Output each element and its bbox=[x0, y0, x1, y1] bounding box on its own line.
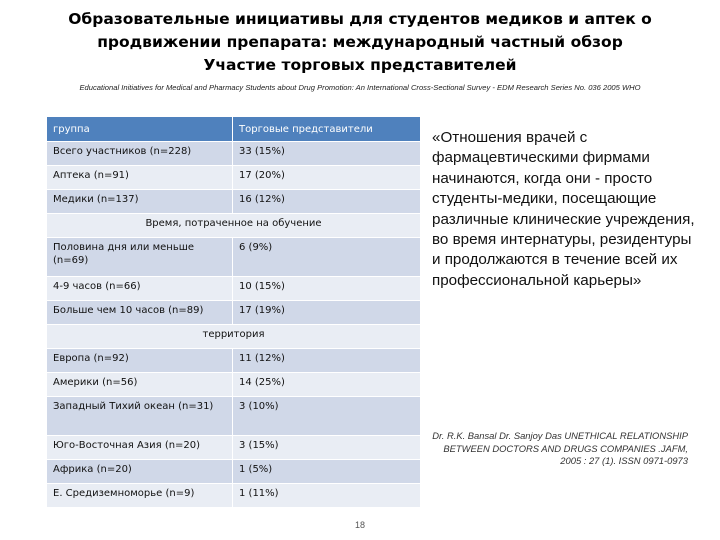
table-row bbox=[47, 349, 421, 373]
cell-value: 17 (20%) bbox=[233, 166, 421, 190]
section-label-territory: территория bbox=[47, 325, 421, 349]
table-row bbox=[47, 190, 421, 214]
cell-value: 10 (15%) bbox=[233, 277, 421, 301]
table-header-row bbox=[47, 117, 421, 142]
cell-value: 6 (9%) bbox=[233, 238, 421, 277]
cell-group: Европа (n=92) bbox=[47, 349, 233, 373]
cell-group: Е. Средиземноморье (n=9) bbox=[47, 484, 233, 508]
cell-group: Юго-Восточная Азия (n=20) bbox=[47, 436, 233, 460]
cell-value: 14 (25%) bbox=[233, 373, 421, 397]
table-row bbox=[47, 238, 421, 277]
cell-group: Африка (n=20) bbox=[47, 460, 233, 484]
table-row bbox=[47, 460, 421, 484]
section-row-time bbox=[47, 214, 421, 238]
page-number: 18 bbox=[354, 520, 365, 530]
cell-group: Больше чем 10 часов (n=89) bbox=[47, 301, 233, 325]
title-line-3: Участие торговых представителей bbox=[203, 56, 517, 74]
cell-group: Америки (n=56) bbox=[47, 373, 233, 397]
cell-group: Западный Тихий океан (n=31) bbox=[47, 397, 233, 436]
cell-value: 3 (10%) bbox=[233, 397, 421, 436]
cell-group: Аптека (n=91) bbox=[47, 166, 233, 190]
table-row bbox=[47, 301, 421, 325]
cell-group: Всего участников (n=228) bbox=[47, 142, 233, 166]
cell-value: 17 (19%) bbox=[233, 301, 421, 325]
page-title bbox=[20, 8, 700, 77]
citation: Dr. R.K. Bansal Dr. Sanjoy Das UNETHICAL RELATIONSHIP BETWEEN DOCTORS AND DRUGS COMPANIES .JAFM, 2005 : 27 (1). ISSN 0971-0973 bbox=[432, 430, 688, 466]
cell-value: 1 (5%) bbox=[233, 460, 421, 484]
source-note: Educational Initiatives for Medical and Pharmacy Students about Drug Promotion: An International Cross-Sectional Survey - EDM Research Series No. 036 2005 WHO bbox=[79, 83, 641, 92]
cell-value: 33 (15%) bbox=[233, 142, 421, 166]
quote-text: «Отношения врачей с фармацевтическими фирмами начинаются, когда они - просто студенты-медики, посещающие различные клинические учреждения, во время интернатуры, резидентуры и продолжаются в течение всей их профессиональной карьеры» bbox=[432, 129, 695, 289]
cell-value: 1 (11%) bbox=[233, 484, 421, 508]
section-label-time: Время, потраченное на обучение bbox=[47, 214, 421, 238]
cell-group: Половина дня или меньше (n=69) bbox=[47, 238, 233, 277]
cell-value: 11 (12%) bbox=[233, 349, 421, 373]
column-header-group: группа bbox=[47, 117, 233, 142]
title-line-2: продвижении препарата: международный частный обзор bbox=[97, 33, 623, 51]
column-header-sales-reps: Торговые представители bbox=[233, 117, 421, 142]
cell-value: 16 (12%) bbox=[233, 190, 421, 214]
table-row bbox=[47, 166, 421, 190]
table-row bbox=[47, 373, 421, 397]
cell-value: 3 (15%) bbox=[233, 436, 421, 460]
table-row bbox=[47, 484, 421, 508]
title-line-1: Образовательные инициативы для студентов медиков и аптек о bbox=[68, 10, 652, 28]
table-row bbox=[47, 142, 421, 166]
section-row-territory bbox=[47, 325, 421, 349]
survey-table bbox=[46, 116, 421, 508]
cell-group: Медики (n=137) bbox=[47, 190, 233, 214]
cell-group: 4-9 часов (n=66) bbox=[47, 277, 233, 301]
table-row bbox=[47, 436, 421, 460]
table-row bbox=[47, 397, 421, 436]
table-row bbox=[47, 277, 421, 301]
